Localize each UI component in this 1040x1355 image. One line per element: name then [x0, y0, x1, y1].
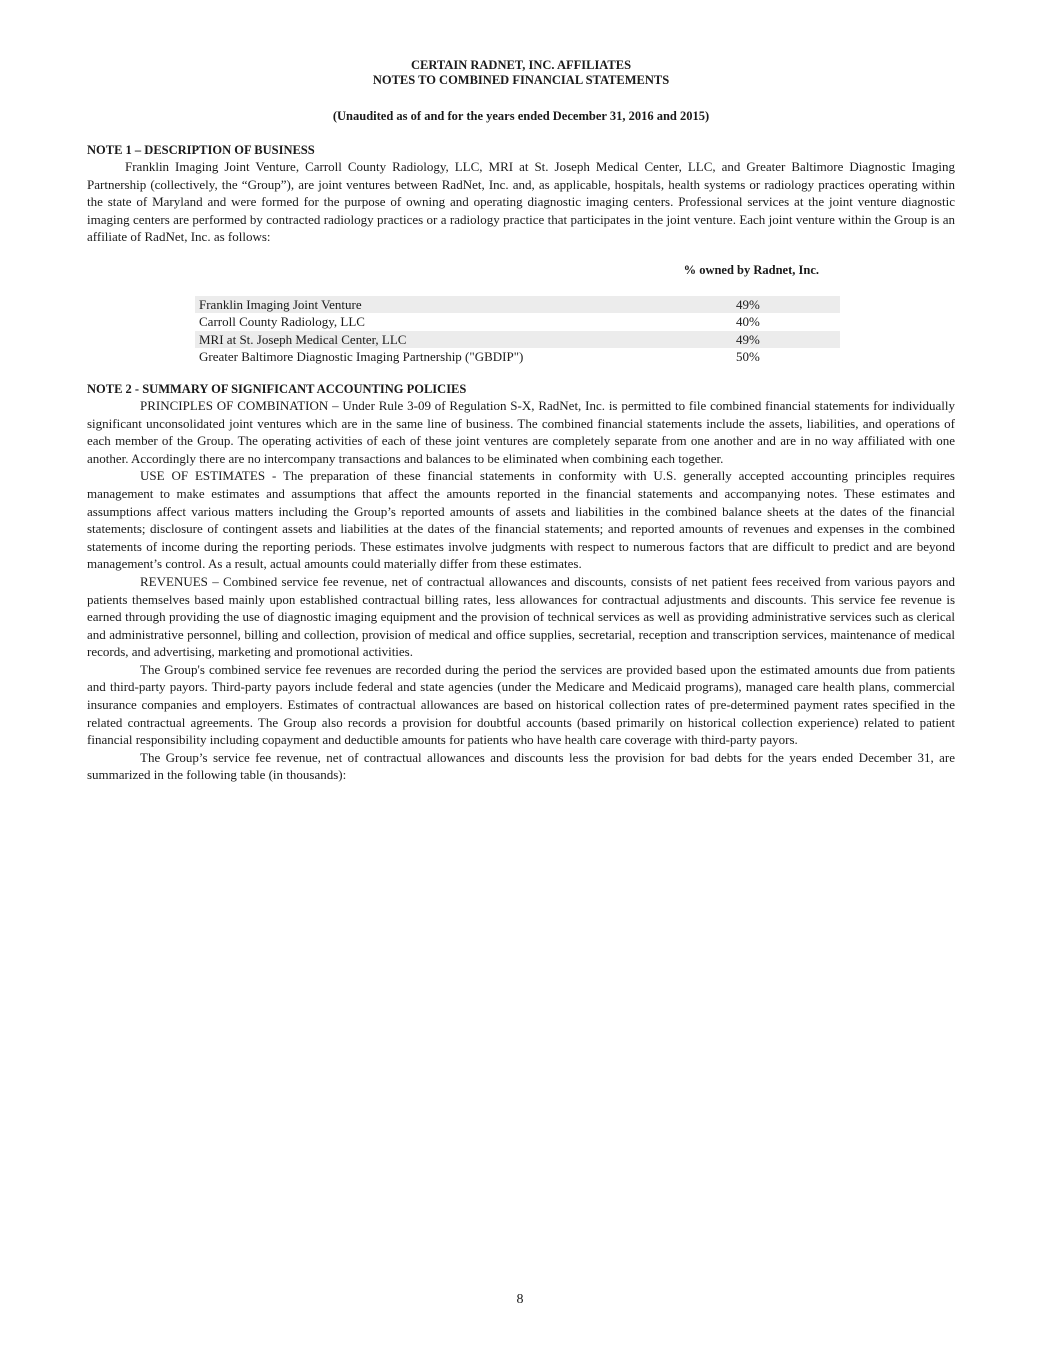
affiliate-percent: 50% — [736, 349, 760, 365]
note1-paragraph: Franklin Imaging Joint Venture, Carroll County Radiology, LLC, MRI at St. Joseph Medical Center, LLC, and Greater Baltimore Diagnostic Imaging Partnership (collectively, the “Group”), are joint ventures between RadNet, Inc. and, as applicable, hospitals, health systems or radiology practices operating within the state of Maryland and were formed for the purpose of owning and operating diagnostic imaging centers. Professional services at the joint venture diagnostic imaging centers are performed by contracted radiology practices or a radiology practice that participates in the joint venture. Each joint venture within the Group is an affiliate of RadNet, Inc. as follows: — [87, 159, 955, 245]
affiliate-name: MRI at St. Joseph Medical Center, LLC — [195, 331, 732, 349]
ownership-header: % owned by Radnet, Inc. — [683, 262, 819, 277]
ownership-table — [195, 296, 840, 366]
affiliate-name: Franklin Imaging Joint Venture — [195, 296, 732, 314]
note1-title: NOTE 1 – DESCRIPTION OF BUSINESS — [87, 143, 315, 157]
revenue-recognition-paragraph: The Group's combined service fee revenues are recorded during the period the services are provided based upon the estimated amounts due from patients and third-party payors. Third-party payors include federal and state agencies (under the Medicare and Medicaid programs), managed care health plans, commercial insurance companies and employers. Estimates of contractual allowances are based on historical collection rates of pre-determined payment rates specified in the related contractual agreements. The Group also records a provision for doubtful accounts (based primarily on historical collection experience) related to patient financial responsibility including copayment and deductible amounts for patients who have health care coverage with third-party payors. — [87, 661, 955, 748]
statement-header: NOTES TO COMBINED FINANCIAL STATEMENTS — [372, 73, 670, 87]
table-row — [195, 296, 840, 314]
use-of-estimates-paragraph: USE OF ESTIMATES - The preparation of these financial statements in conformity with U.S. generally accepted accounting principles requires management to make estimates and assumptions that affect the amounts reported in the financial statements and accompanying notes. These estimates and assumptions affect various matters including the Group’s reported amounts of assets and liabilities in the combined balance sheets at the dates of the financial statements; disclosure of contingent assets and liabilities at the dates of the financial statements; and reported amounts of revenues and expenses in the combined statements of income during the reporting periods. These estimates involve judgments with respect to numerous factors that are difficult to predict and are beyond management’s control. As a result, actual amounts could materially differ from these estimates. — [87, 468, 955, 572]
company-header: CERTAIN RADNET, INC. AFFILIATES — [410, 58, 632, 72]
affiliate-percent: 40% — [736, 314, 760, 330]
revenue-summary-paragraph: The Group’s service fee revenue, net of contractual allowances and discounts less the provision for bad debts for the years ended December 31, are summarized in the following table (in thousands): — [87, 749, 955, 783]
affiliate-percent: 49% — [732, 296, 840, 314]
note2-title: NOTE 2 - SUMMARY OF SIGNIFICANT ACCOUNTING POLICIES — [87, 381, 467, 396]
page-number: 8 — [516, 1292, 524, 1307]
table-row — [195, 313, 840, 331]
affiliate-name: Greater Baltimore Diagnostic Imaging Partnership ("GBDIP") — [199, 349, 524, 365]
table-row — [195, 348, 840, 366]
affiliate-name: Carroll County Radiology, LLC — [199, 314, 365, 330]
table-row — [195, 331, 840, 349]
revenues-paragraph: REVENUES – Combined service fee revenue, net of contractual allowances and discounts, consists of net patient fees received from various payors and patients themselves based mainly upon established contractual billing rates, less allowances for contractual adjustments and discounts. This service fee revenue is earned through providing the use of diagnostic imaging equipment and the provision of technical services as well as providing administrative services such as clerical and administrative personnel, billing and collection, provision of medical and office supplies, secretarial, reception and transcription services, maintenance of medical records, and advertising, marketing and promotional activities. — [87, 573, 955, 660]
period-subtitle: (Unaudited as of and for the years ended December 31, 2016 and 2015) — [332, 109, 710, 123]
principles-of-combination-paragraph: PRINCIPLES OF COMBINATION – Under Rule 3-09 of Regulation S-X, RadNet, Inc. is permitted to file combined financial statements for individually significant unconsolidated joint ventures which are in the same line of business. The combined financial statements include the assets, liabilities, and operations of each member of the Group. The operating activities of each of these joint ventures are completely separate from one another and are in no way affiliated with one another. Accordingly there are no intercompany transactions and balances to be eliminated when combining each together. — [87, 397, 955, 466]
document-page — [87, 58, 955, 784]
affiliate-percent: 49% — [732, 331, 840, 349]
